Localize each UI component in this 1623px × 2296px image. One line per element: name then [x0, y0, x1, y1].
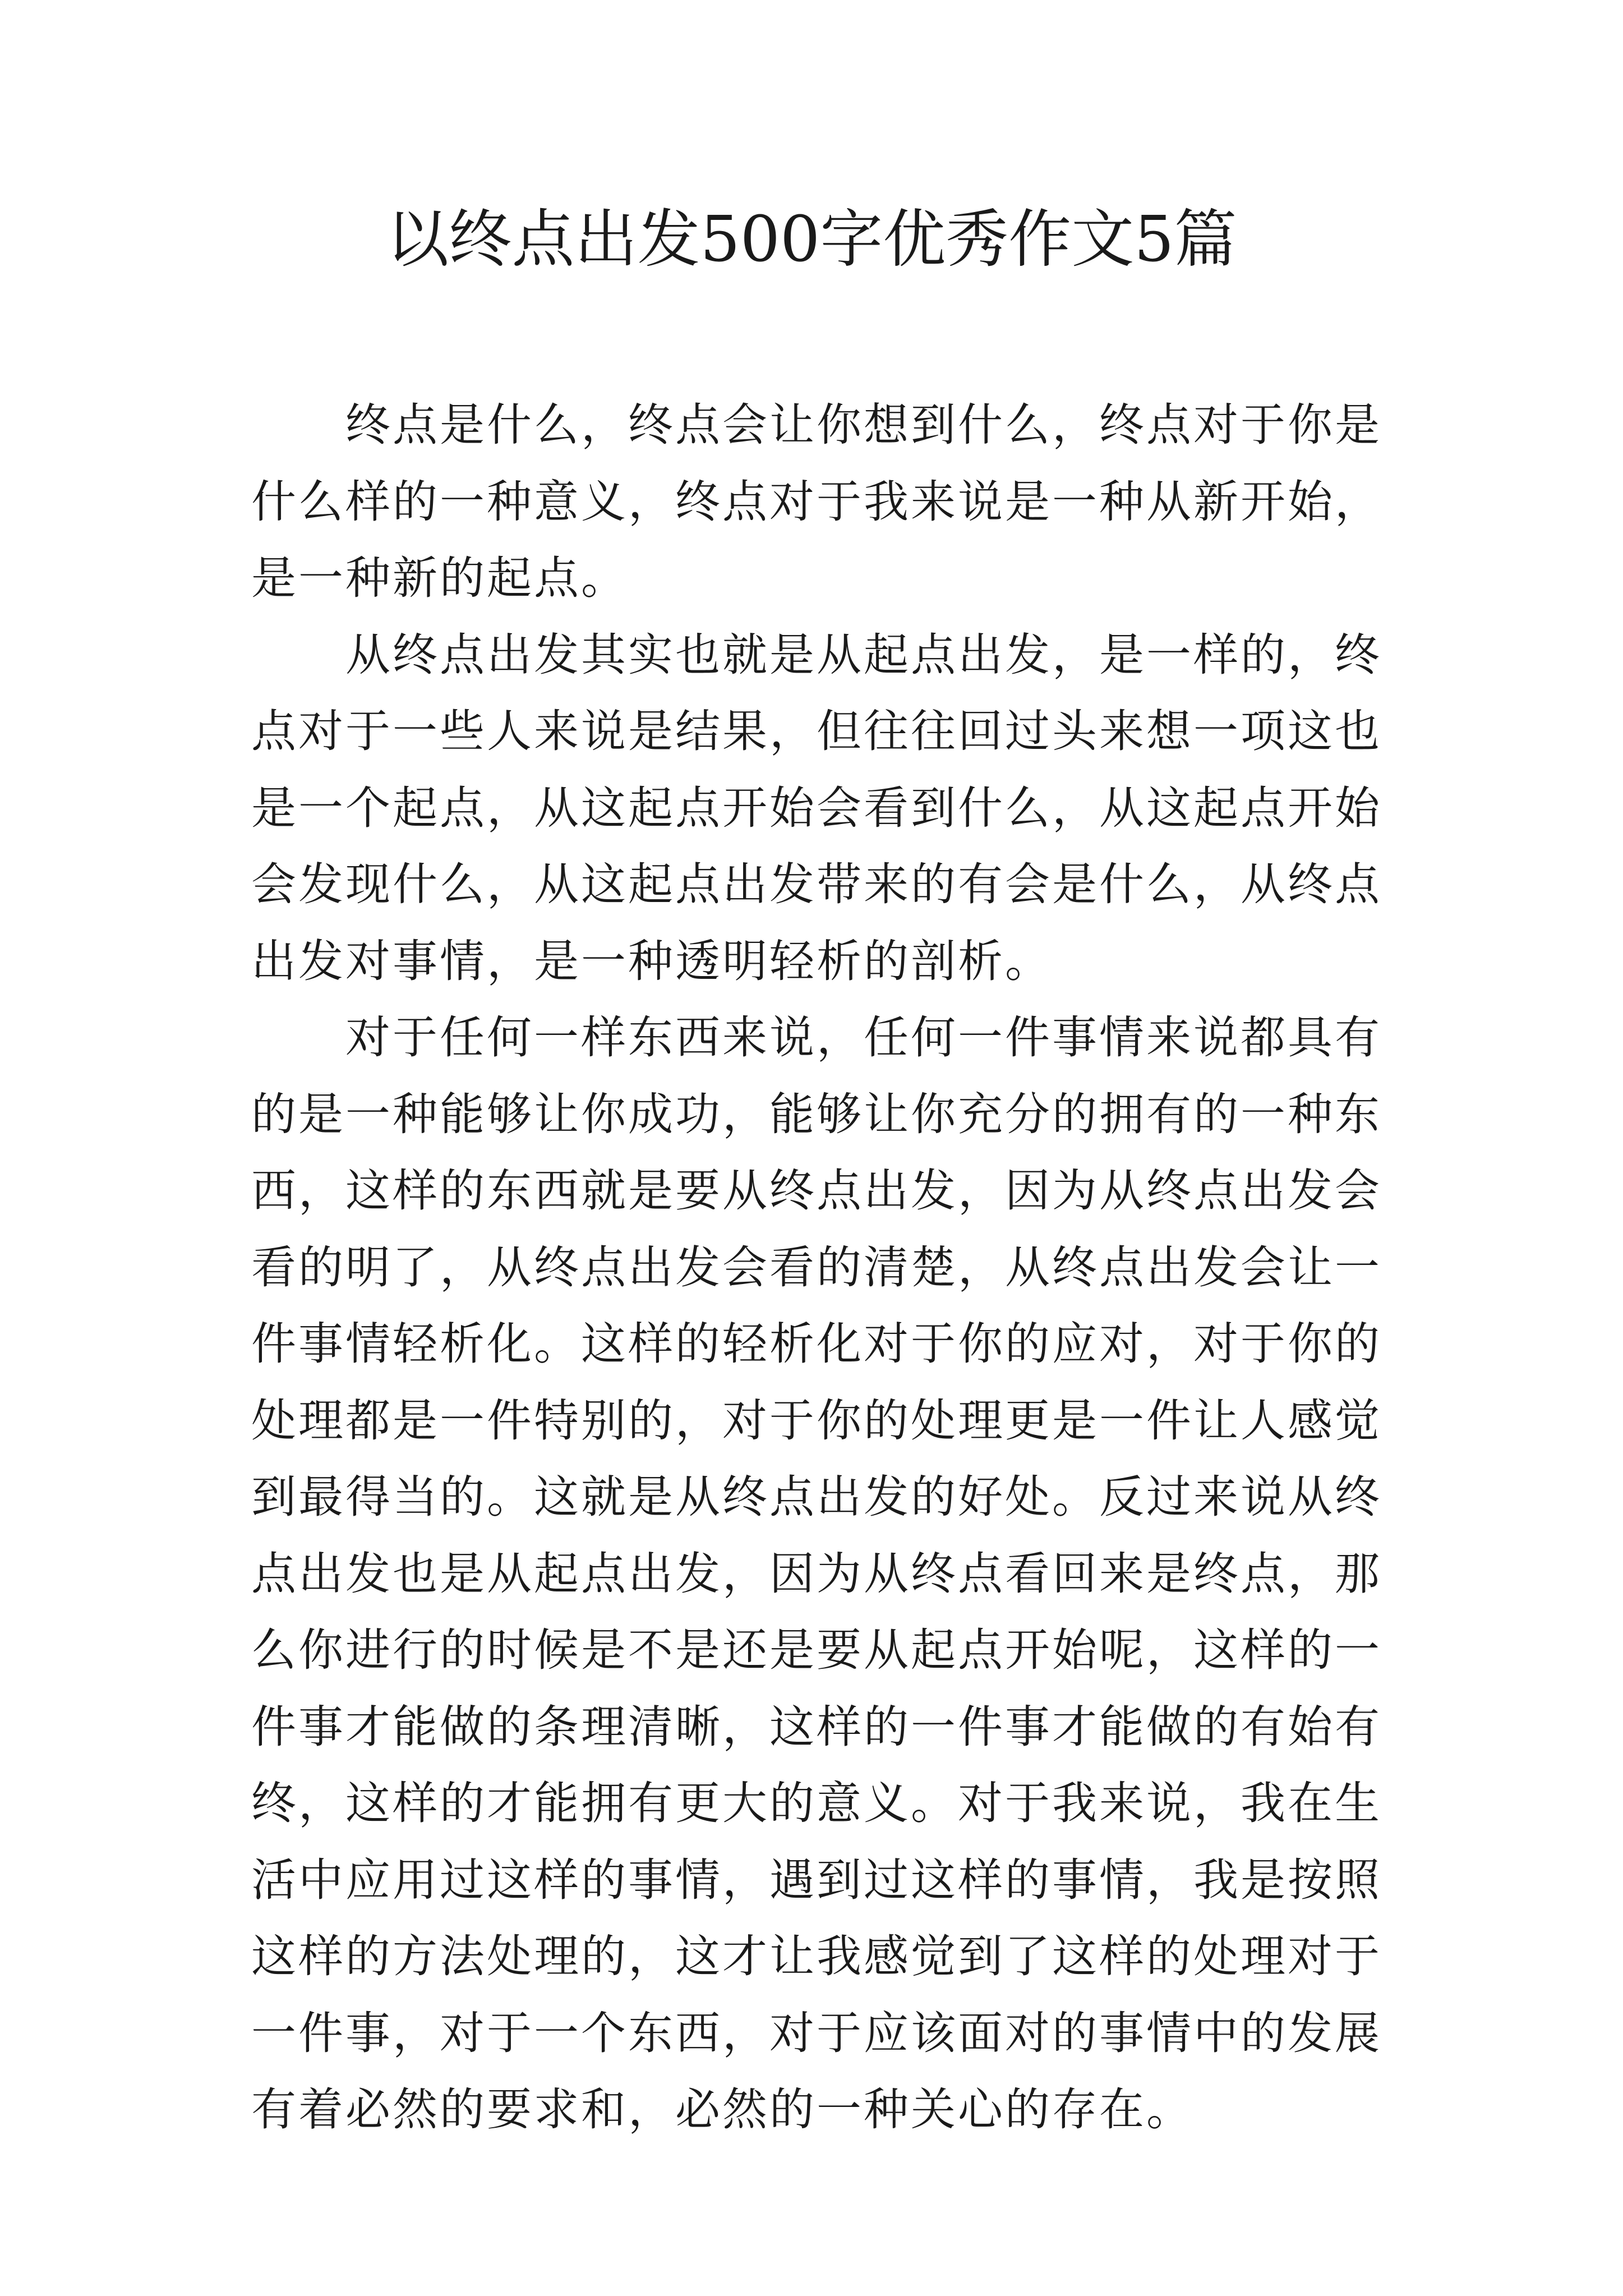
paragraph-2: 从终点出发其实也就是从起点出发，是一样的，终点对于一些人来说是结果，但往往回过头来想一项这也是一个起点，从这起点开始会看到什么，从这起点开始会发现什么，从这起点出发带来的有会是什么，从终点出发对事情，是一种透明轻析的剖析。 [251, 628, 1382, 987]
document-title: 以终点出发500字优秀作文5篇 [386, 203, 1237, 276]
paragraph-1: 终点是什么，终点会让你想到什么，终点对于你是什么样的一种意义，终点对于我来说是一种从新开始，是一种新的起点。 [251, 399, 1382, 604]
document-body [251, 387, 1382, 2148]
paragraph-3: 对于任何一样东西来说，任何一件事情来说都具有的是一种能够让你成功，能够让你充分的拥有的一种东西，这样的东西就是要从终点出发，因为从终点出发会看的明了，从终点出发会看的清楚，从终点出发会让一件事情轻析化。这样的轻析化对于你的应对，对于你的处理都是一件特别的，对于你的处理更是一件让人感觉到最得当的。这就是从终点出发的好处。反过来说从终点出发也是从起点出发，因为从终点看回来是终点，那么你进行的时候是不是还是要从起点开始呢，这样的一件事才能做的条理清晰，这样的一件事才能做的有始有终，这样的才能拥有更大的意义。对于我来说，我在生活中应用过这样的事情，遇到过这样的事情，我是按照这样的方法处理的，这才让我感觉到了这样的处理对于一件事，对于一个东西，对于应该面对的事情中的发展有着必然的要求和，必然的一种关心的存在。 [251, 1011, 1382, 2136]
